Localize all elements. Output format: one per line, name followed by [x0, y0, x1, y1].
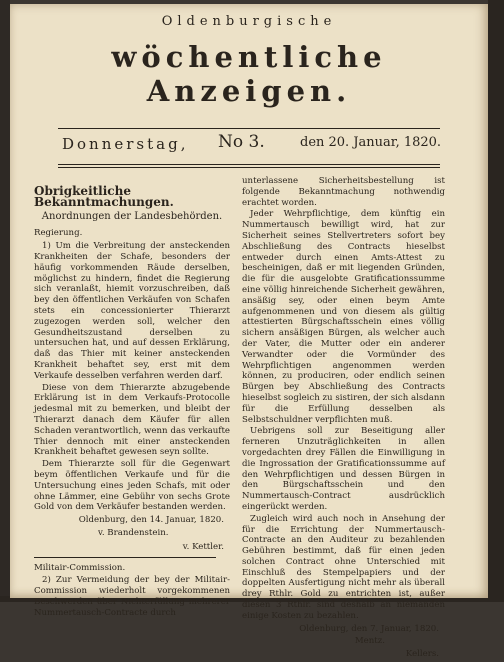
notice-paragraph: Dem Thierarzte soll für die Gegenwart beym öffentlichen Verkaufe und für die Untersuchung eines jeden Schafs, mit oder ohne Lämmer, eine Gebühr von sechs Grote Gold von dem Verkäufer bestanden werden.	[34, 459, 230, 513]
notice-paragraph: Jeder Wehrpflichtige, dem künftig ein Nummertausch bewilligt wird, hat zur Sicherheit seines Stellvertreters sofort bey Abschließung des Contracts hieselbst entweder durch einen Amts-Attest zu bescheinigen, daß er mit liegenden Gründen, die für die ausgelobte Gratificationssumme eine völlig hinreichende Sicherheit gewähren, ansäßig sey, oder einen beym Amte aufgenommenen und von diesem als gültig attestierten Bürgschaftsschein eines völlig sichern ansäßigen Bürgen, als welcher auch der Vater, die Mutter oder ein anderer Verwandter oder die Vormünder des Wehrpflichtigen angenommen werden können, zu produciren, oder endlich seinen Bürgen bey Abschließung des Contracts hieselbst sogleich zu sistiren, der sich alsdann für die Erfüllung desselben als Selbstschuldner verpflichten muß.	[242, 209, 445, 425]
masthead-title: wöchentliche Anzeigen.	[111, 40, 387, 108]
issue-number: No 3.	[218, 132, 265, 152]
notice-paragraph: Diese von dem Thierarzte abzugebende Erklärung ist in dem Verkaufs-Protocolle jedesmal mit zu bemerken, und bleibt der Thierarzt danach dem Käufer für allen Schaden verantwortlich, wenn das verkaufte Thier dennoch mit einer ansteckenden Krankheit behaftet gewesen seyn sollte.	[34, 382, 230, 458]
notice-paragraph: Zugleich wird auch noch in Ansehung der für die Errichtung der Nummertausch-Contracte an den Auditeur zu bezahlenden Gebühren bestimmt, daß für einen jeden solchen Contract ohne Unterschied mit Einschluß des Stempelpapiers und der doppelten Ausfertigung nicht mehr als überall drey Rthlr. Gold zu entrichten ist, außer diesen 3 Rthlr. sind deshalb an niemanden einige Kosten zu bezahlen.	[242, 513, 445, 621]
left-column	[34, 176, 230, 619]
signature: Mentz.	[354, 636, 385, 647]
authority-regierung: Regierung.	[34, 228, 83, 239]
masthead-rule-bottom-double	[58, 167, 440, 168]
authority-militair: Militair-Commission.	[34, 562, 126, 573]
notice-paragraph: 2) Zur Vermeidung der bey der Militair-Commission wiederholt vorgekommenen Beschwerden über Nichterfüllung mehrerer Nummertausch-Contracte durch	[34, 575, 230, 618]
section-subheading: Anordnungen der Landesbehörden.	[41, 210, 223, 222]
signature: Kellers.	[405, 649, 439, 660]
signature: v. Kettler.	[182, 541, 224, 552]
masthead-rule-bottom	[58, 164, 440, 165]
masthead-rule-top	[58, 128, 440, 129]
issue-date: den 20. Januar, 1820.	[300, 135, 442, 150]
place-date: Oldenburg, den 14. Januar, 1820.	[78, 515, 224, 526]
notice-paragraph: unterlassene Sicherheitsbestellung ist folgende Bekanntmachung nothwendig erachtet worden.	[242, 176, 445, 208]
issue-day: Donnerstag,	[62, 135, 189, 153]
book-gutter	[0, 0, 10, 602]
page-edge	[488, 0, 504, 602]
divider	[34, 557, 216, 558]
masthead-super-title: Oldenburgische	[161, 14, 337, 29]
signature: v. Brandenstein.	[98, 527, 169, 538]
place-date: Oldenburg, den 7. Januar, 1820.	[299, 623, 439, 634]
notice-paragraph: 1) Um die Verbreitung der ansteckenden Krankheiten der Schafe, besonders der häufig vorkommenden Räude derselben, möglichst zu hindern, findet die Regierung sich veranlaßt, hiemit vorzuschreiben, daß bey den öffentlichen Verkäufen von Schafen stets ein concessionierter Thierarzt zugezogen werden soll, welcher den Gesundheitszustand derselben zu untersuchen hat, und auf dessen Erklärung, daß das Thier mit keiner ansteckenden Krankheit behaftet sey, erst mit dem Verkaufe desselben verfahren werden darf.	[34, 241, 230, 381]
newspaper-page	[10, 4, 488, 660]
right-column	[242, 176, 445, 662]
notice-paragraph: Uebrigens soll zur Beseitigung aller ferneren Unzuträglichkeiten in allen vorgedachten drey Fällen die Einwilligung in die Ingrossation der Gratificationssumme auf den Wehrpflichtigen und dessen Bürgen in den Bürgschaftsschein und den Nummertausch-Contract ausdrücklich eingerückt werden.	[242, 426, 445, 512]
section-heading: Obrigkeitliche Bekanntmachungen.	[34, 184, 174, 209]
